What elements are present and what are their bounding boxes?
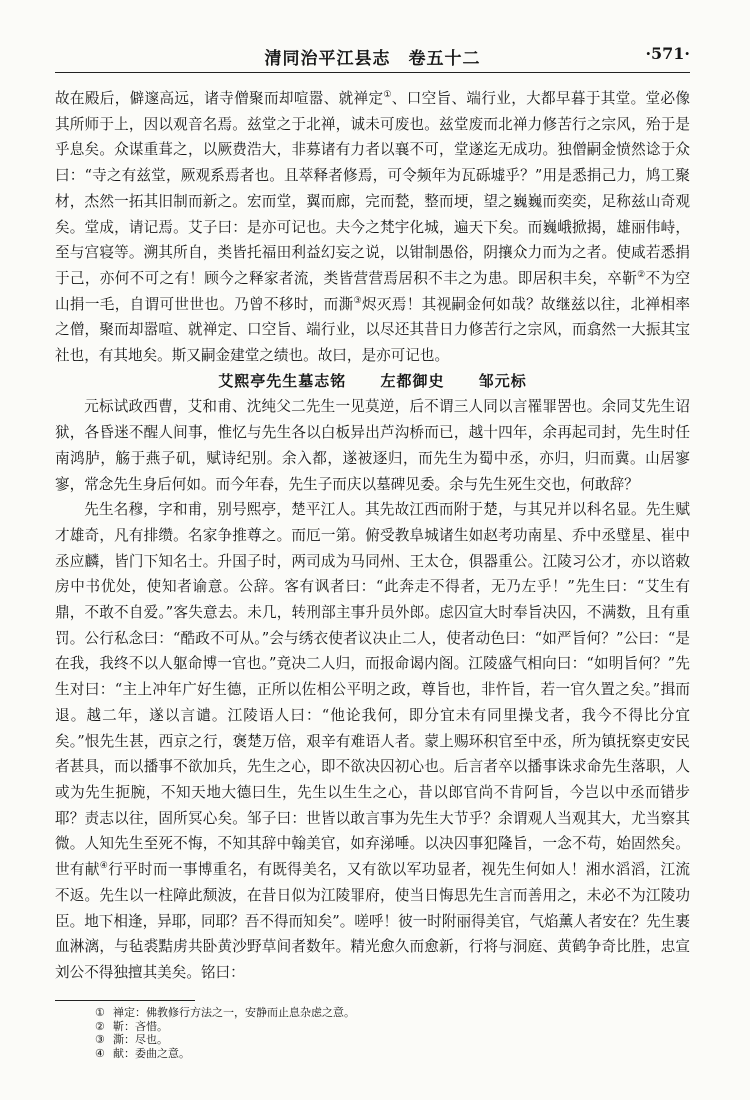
page-number: ·571· [645,44,690,63]
footnotes [95,1006,355,1060]
footnote-ref-4: ④ [99,861,109,872]
footnote [95,1020,355,1034]
text-span: 烬灭焉！其视嗣金何如哉？故继兹以往，北禅相率之僧，聚而却嚣喧、就禅定、口空旨、端行业，以尽还其昔日力修苦行之宗风，而翕然一大振其宝社也，有其地矣。斯又嗣金建堂之绩也。故曰，是亦可记也。 [55,295,690,365]
page-header [55,40,690,73]
body-text [55,86,690,986]
footnote [95,1047,355,1061]
footnote [95,1033,355,1047]
footnote-text: 靳：吝惜。 [113,1019,168,1033]
text-span: 行平时而一事博重名，有既得美名，又有欲以军功显者，视先生何如人！湘水滔滔，江流不返。先生以一柱障此颓波，在昔日似为江陵罪府，使当日悔思先生言而善用之，未必不为江陵功臣。地下相逢，异耶，同耶？吾不得而知矣”。嗟呼！彼一时附丽得美官，气焰薰人者安在？先生裹血淋漓，与毡裘黠虏共卧黄沙野草间者数年。精光愈久而愈新，行将与洞庭、黄鹤争奇比胜，忠宣刘公不得独擅其美矣。铭曰： [55,861,690,981]
footnote-text: 献：委曲之意。 [113,1046,190,1060]
paragraph-intro: 元标试政西曹，艾和甫、沈纯父二先生一见莫逆，后不谓三人同以言罹罪罟也。余同艾先生诏狱，各昏迷不醒人间事，惟忆与先生各以白板异出芦沟桥而已，越十四年，余再起司封，先生时任南鸿胪，觞于燕子矶，赋诗纪别。余入都，遂被逐归，而先生为蜀中丞，亦归，归而冀。山居寥寥，常念先生身后何如。而今年春，先生子而庆以墓碑见委。余与先生死生交也，何敢辞？ [55,398,690,493]
section-title [55,369,690,395]
footnote-ref-1: ① [383,90,392,101]
running-title: 清同治平江县志 卷五十二 [264,49,481,69]
footnote-text: 澌：尽也。 [113,1033,168,1046]
footnote-number: ③ [95,1033,105,1046]
footnote-number: ④ [95,1046,105,1060]
text-span: 、口空旨、端行业，大都早暮于其堂。堂必像其所师于上，因以观音名焉。兹堂之于北禅，诚未可废也。兹堂废而北禅力修苦行之宗风，殆于是乎息矣。众谋重葺之，以厥费浩大，非募诸有力者以襄不可，堂遂迄无成功。独僧嗣金愤然谂于众曰：“寺之有兹堂，厥观系焉者也。且萃释者修焉，可令频年为瓦砾墟乎？”用是悉捐己力，鸠工聚材，杰然一拓其旧制而新之。宏而堂，翼而廊，完而甃，整而埂，望之巍巍而奕奕，足称兹山奇观矣。堂成，请记焉。艾子曰：是亦可记也。夫今之梵宇化城，遍天下矣。而巍峨掀揭，雄丽伟峙，至与宫寝等。溯其所自，类皆托福田利益幻妄之说，以钳制愚俗，阴攘众力而为之者。使咸若悉捐于己，亦何不可之有！顾今之释家者流，类皆营营焉居积不丰之为患。即居积丰矣，卒靳 [55,90,690,287]
text-span: 故在殿后，僻邃高远，诸寺僧聚而却喧嚣、就禅定 [55,90,384,107]
footnote-ref-3: ③ [353,295,362,306]
footnote-number: ② [95,1019,105,1033]
footnote-number: ① [95,1006,105,1019]
paragraph-biography [55,497,690,985]
footnote-ref-2: ② [637,270,646,281]
text-span: 先生名穆，字和甫，别号熙亭，楚平江人。其先故江西而附于楚，与其兄并以科名显。先生赋才雄奇，凡有排缵。名家争推尊之。而厄一第。俯受教阜城诸生如赵考功南星、乔中丞璧星、崔中丞应麟，皆门下知名士。升国子时，两司成为马同州、王太仓，俱器重公。江陵习公才，亦以谘敕房中书优处，使知者谕意。公辞。客有讽者曰：“此奔走不得者，无乃左乎！”先生曰：“艾生有鼎，不敢不自爱。”客失意去。未几，转刑部主事升员外郎。虑囚宣大时奉旨决囚，不满数，且有重罚。公行私念曰：“酷政不可从。”会与绣衣使者议决止二人，使者动色曰：“如严旨何？”公曰：“是在我，我终不以人躯命博一官也。”竟决二人归，而报命谒内阁。江陵盛气相向曰：“如明旨何？”先生对曰：“主上冲年广好生德，正所以佐相公平明之政，尊旨也，非忤旨，若一官久置之矣。”揖而退。越二年，遂以言谴。江陵语人曰：“他论我何，即分宜未有同里操戈者，我今不得比分宜矣。”恨先生甚，西京之行，褒楚万倍，艰辛有难语人者。蒙上赐环积官至中丞，所为镇抚察吏安民者甚具，而以播事不欲加兵，先生之心，即不欲决囚初心也。后言者卒以播事诛求命先生落职，人或为先生扼腕，不知天地大德曰生，先生以生生之心，昔以郎官尚不肯阿旨，今岂以中丞而错步耶？责志以往，固所冥心矣。邹子曰：世皆以敢言事为先生大节乎？余谓观人当观其大，尤当察其微。人知先生至死不悔，不知其辞中翰美官，如弃涕唾。以决囚事犯隆旨，一念不苟，始固然矣。世有献 [55,501,690,879]
author-name: 邹元标 [478,371,527,390]
text-span: 不为空山捐一毛，自谓可世世也。乃曾不移时，而澌 [55,269,690,313]
epitaph-title: 艾熙亭先生墓志铭 [218,371,347,390]
footnote-text: 禅定：佛教修行方法之一，安静而止息杂虑之意。 [113,1006,355,1019]
author-title: 左都御史 [380,371,445,390]
paragraph-temple-hall [55,86,690,369]
footnote [95,1006,355,1020]
footnote-divider [55,1000,195,1001]
